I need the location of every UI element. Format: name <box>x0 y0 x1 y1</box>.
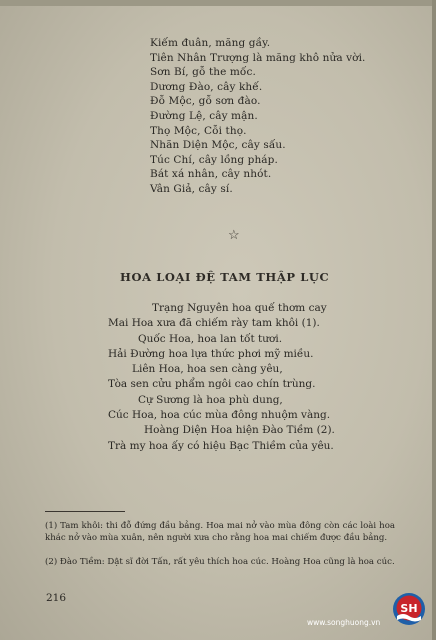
footnote: (1) Tam khôi: thi đỗ đứng đầu bảng. Hoa mai nở vào mùa đông còn các loài hoa khác nở vào mùa xuân, nên người xưa cho rằng hoa mai chiếm được đầu bảng. <box>45 521 395 543</box>
poem-line: Hải Đường hoa lựa thức phơi mỹ miều. <box>108 347 314 360</box>
scan-edge-right <box>432 0 436 640</box>
list-item: Bát xá nhân, cây nhót. <box>150 168 272 181</box>
poem-line: Quốc Hoa, hoa lan tốt tươi. <box>138 332 283 345</box>
poem-line: Hoàng Diện Hoa hiện Đào Tiềm (2). <box>144 424 335 437</box>
list-item: Thọ Mộc, Cỗi thọ. <box>150 124 247 137</box>
poem-line: Trạng Nguyên hoa quế thơm cay <box>152 302 327 314</box>
songhuong-logo-icon <box>392 592 426 626</box>
page-number: 216 <box>46 592 67 604</box>
list-item: Đỗ Mộc, gỗ sơn đào. <box>150 95 261 108</box>
list-item: Kiếm đuân, măng gầy. <box>150 37 271 49</box>
poem-line: Trà my hoa ấy có hiệu Bạc Thiềm của yêu. <box>108 439 334 452</box>
list-item: Đường Lệ, cây mận. <box>150 109 258 122</box>
star-ornament-icon: ☆ <box>228 228 240 243</box>
list-item: Dương Đào, cây khế. <box>150 80 263 93</box>
poem-line: Cúc Hoa, hoa cúc mùa đông nhuộm vàng. <box>108 409 331 422</box>
logo-text: SH <box>400 602 418 615</box>
footnote-divider <box>45 511 125 512</box>
list-item: Tiên Nhân Trượng là măng khô nửa vời. <box>150 51 366 64</box>
scan-edge-top <box>0 0 436 6</box>
plant-list <box>150 36 365 197</box>
poem <box>108 301 335 454</box>
section-heading: HOA LOẠI ĐỆ TAM THẬP LỤC <box>120 270 330 284</box>
list-item: Sơn Bí, gỗ the mốc. <box>150 66 256 79</box>
poem-line: Tòa sen cửu phẩm ngôi cao chín trùng. <box>108 378 316 391</box>
list-item: Vân Giả, cây sí. <box>150 182 233 195</box>
list-item: Nhãn Diện Mộc, cây sấu. <box>150 139 286 152</box>
poem-line: Mai Hoa xưa đã chiếm rày tam khôi (1). <box>108 317 320 330</box>
list-item: Túc Chí, cây lồng pháp. <box>150 153 278 166</box>
footnote: (2) Đào Tiềm: Dật sĩ đời Tấn, rất yêu thích hoa cúc. Hoàng Hoa cũng là hoa cúc. <box>45 557 395 567</box>
watermark-url[interactable]: www.songhuong.vn <box>307 618 381 627</box>
poem-line: Liên Hoa, hoa sen càng yêu, <box>132 363 283 376</box>
poem-line: Cự Sương là hoa phù dung, <box>138 393 283 406</box>
